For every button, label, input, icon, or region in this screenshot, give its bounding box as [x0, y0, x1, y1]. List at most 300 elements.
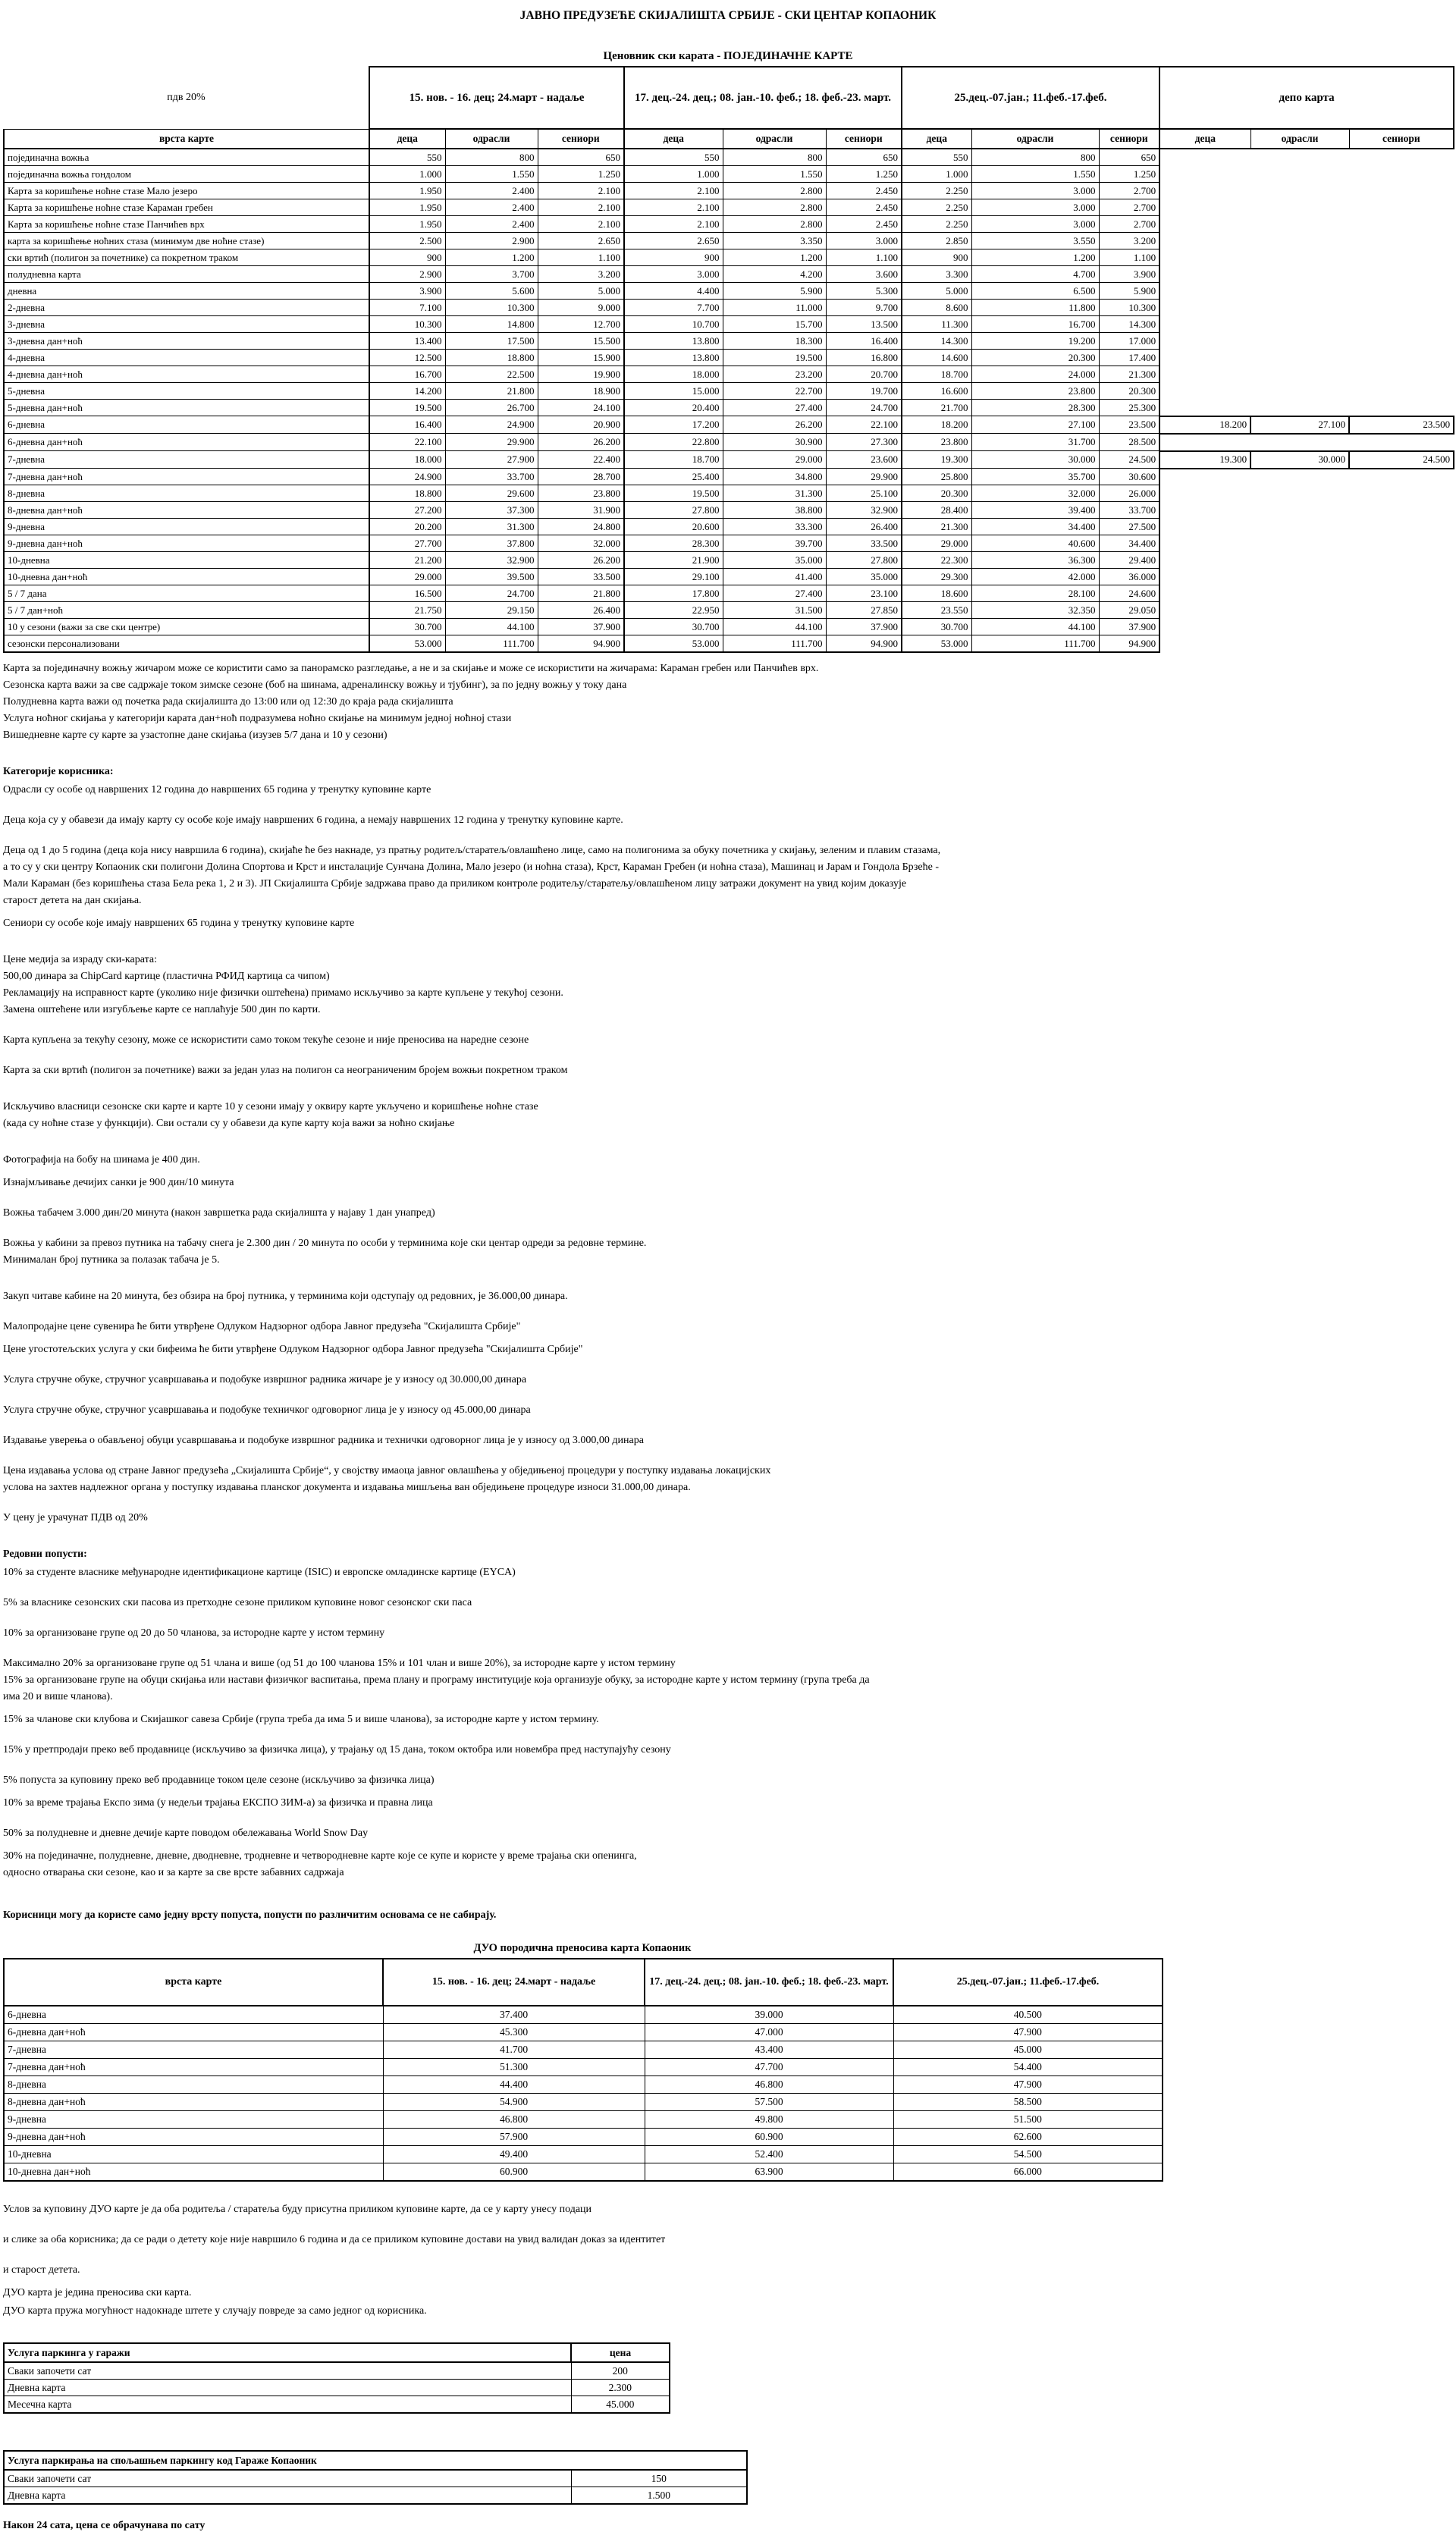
ticket-row — [4, 383, 1454, 400]
ticket-type-cell: Карта за коришћење ноћне стазе Караман гребен — [4, 199, 369, 216]
ticket-type-cell: ски вртић (полигон за почетнике) са покретном траком — [4, 249, 369, 266]
note-paragraph — [3, 1772, 1453, 1789]
depo-price-cell — [1159, 166, 1250, 183]
note-line: Фотографија на бобу на шинама је 400 дин. — [3, 1154, 200, 1166]
price-cell: 2.400 — [445, 199, 538, 216]
price-cell: 1.200 — [723, 249, 826, 266]
price-cell: 32.900 — [445, 552, 538, 569]
price-cell: 4.700 — [971, 266, 1099, 283]
price-cell: 1.250 — [538, 166, 624, 183]
duo-ticket-row — [4, 2094, 1163, 2111]
price-cell: 7.100 — [369, 300, 445, 316]
duo-price-cell: 57.500 — [645, 2094, 893, 2111]
price-cell: 12.700 — [538, 316, 624, 333]
note-paragraph — [3, 2262, 1453, 2279]
ticket-row — [4, 635, 1454, 653]
depo-price-cell — [1159, 316, 1250, 333]
duo-ticket-row — [4, 2006, 1163, 2024]
price-cell: 17.500 — [445, 333, 538, 350]
depo-price-cell — [1250, 149, 1349, 166]
price-cell: 24.500 — [1099, 451, 1159, 469]
period-header-3: 25.дец.-07.јан.; 11.феб.-17.феб. — [902, 67, 1159, 129]
price-cell: 27.100 — [971, 416, 1099, 434]
price-cell: 28.500 — [1099, 434, 1159, 451]
price-cell: 19.500 — [369, 400, 445, 416]
note-paragraph — [3, 1235, 1453, 1269]
depo-price-cell — [1159, 434, 1250, 451]
price-cell: 28.300 — [624, 535, 723, 552]
depo-price-cell — [1250, 366, 1349, 383]
depo-price-cell — [1349, 233, 1454, 249]
note-line: Услуга ноћног скијања у категорији карата дан+ноћ подразумева ноћно скијање на минимум једној ноћној стази — [3, 713, 512, 724]
duo-price-cell: 41.700 — [383, 2041, 645, 2059]
price-cell: 650 — [826, 149, 902, 166]
note-line: 10% за организоване групе од 20 до 50 чланова, за истородне карте у истом термину — [3, 1627, 385, 1639]
price-cell: 35.700 — [971, 469, 1099, 485]
price-cell: 18.900 — [538, 383, 624, 400]
ticket-row — [4, 249, 1454, 266]
price-cell: 37.900 — [1099, 619, 1159, 635]
parking-price-cell: 150 — [571, 2470, 747, 2487]
ticket-row — [4, 535, 1454, 552]
price-cell: 900 — [624, 249, 723, 266]
price-cell: 650 — [1099, 149, 1159, 166]
note-paragraph — [3, 1175, 1453, 1191]
ticket-type-cell: 9-дневна дан+ноћ — [4, 535, 369, 552]
price-cell: 19.500 — [723, 350, 826, 366]
ticket-type-cell: 6-дневна дан+ноћ — [4, 434, 369, 451]
price-cell: 2.850 — [902, 233, 971, 249]
note-paragraph — [3, 915, 1453, 932]
depo-price-cell — [1159, 183, 1250, 199]
depo-price-cell — [1159, 300, 1250, 316]
note-line: Деца од 1 до 5 година (деца која нису навршила 6 година), скијаће ће без накнаде, уз пратњу родитељ/старатељ/овлашћено лице, само на полигонима за обуку почетника у скијању, зеленим и плавим стазама, — [3, 845, 941, 856]
note-paragraph — [3, 2201, 1453, 2218]
price-cell: 3.900 — [1099, 266, 1159, 283]
depo-price-cell — [1349, 434, 1454, 451]
note-paragraph — [3, 1432, 1453, 1449]
note-line: Цене медија за израду ски-карата: — [3, 954, 157, 965]
price-cell: 29.000 — [902, 535, 971, 552]
ticket-type-cell: 2-дневна — [4, 300, 369, 316]
price-cell: 1.550 — [971, 166, 1099, 183]
duo-price-cell: 49.800 — [645, 2111, 893, 2129]
price-cell: 18.700 — [902, 366, 971, 383]
ticket-row — [4, 469, 1454, 485]
price-cell: 24.700 — [826, 400, 902, 416]
parking-label-cell: Дневна карта — [4, 2487, 571, 2505]
depo-price-cell — [1250, 502, 1349, 519]
note-line: Карта купљена за текућу сезону, може се искористити само током текуће сезоне и није преносива на наредне сезоне — [3, 1034, 529, 1046]
note-line: Цене угостотељских услуга у ски бифеима ће бити утврђене Одлуком Надзорног одбора Јавног предузећа "Скијалишта Србије" — [3, 1344, 583, 1355]
parking-row — [4, 2380, 670, 2396]
price-cell: 36.300 — [971, 552, 1099, 569]
duo-ticket-row — [4, 2024, 1163, 2041]
duo-ticket-type-cell: 9-дневна дан+ноћ — [4, 2129, 383, 2146]
duo-ticket-type-cell: 7-дневна — [4, 2041, 383, 2059]
price-cell: 21.750 — [369, 602, 445, 619]
ticket-row — [4, 552, 1454, 569]
depo-price-cell — [1250, 283, 1349, 300]
vat-label: пдв 20% — [167, 91, 206, 103]
price-cell: 27.300 — [826, 434, 902, 451]
price-cell: 5.600 — [445, 283, 538, 300]
ticket-row — [4, 602, 1454, 619]
note-paragraph — [3, 660, 1453, 744]
depo-price-cell — [1349, 216, 1454, 233]
price-cell: 53.000 — [369, 635, 445, 653]
price-cell: 6.500 — [971, 283, 1099, 300]
ticket-row — [4, 434, 1454, 451]
depo-price-cell: 23.500 — [1349, 416, 1454, 434]
depo-price-cell — [1159, 366, 1250, 383]
price-cell: 29.000 — [723, 451, 826, 469]
price-cell: 2.900 — [445, 233, 538, 249]
depo-price-cell — [1250, 216, 1349, 233]
duo-price-cell: 47.900 — [893, 2076, 1163, 2094]
price-cell: 15.500 — [538, 333, 624, 350]
period-header-depo: депо карта — [1159, 67, 1454, 129]
note-paragraph — [3, 2232, 1453, 2248]
ticket-row — [4, 485, 1454, 502]
ticket-type-cell: 4-дневна — [4, 350, 369, 366]
depo-price-cell — [1159, 569, 1250, 585]
ticket-row — [4, 283, 1454, 300]
price-cell: 23.600 — [826, 451, 902, 469]
duo-period-header-1: 15. нов. - 16. дец; 24.март - надаље — [383, 1959, 645, 2006]
depo-price-cell — [1349, 199, 1454, 216]
price-cell: 1.000 — [369, 166, 445, 183]
note-line: ДУО карта пружа могућност надокнаде штете у случају повреде за само једног од корисника. — [3, 2305, 427, 2317]
price-cell: 18.800 — [369, 485, 445, 502]
price-cell: 2.700 — [1099, 216, 1159, 233]
duo-ticket-row — [4, 2076, 1163, 2094]
note-line: Сениори су особе које имају навршених 65 година у тренутку куповине карте — [3, 918, 355, 929]
note-line: Издавање уверења о обављеној обуци усавршавања и подобуке извршног радника и технички одговорног лица је у износу од 3.000,00 динара — [3, 1435, 644, 1446]
depo-price-cell — [1250, 300, 1349, 316]
depo-price-cell — [1349, 569, 1454, 585]
price-cell: 5.900 — [723, 283, 826, 300]
price-cell: 29.600 — [445, 485, 538, 502]
price-cell: 29.400 — [1099, 552, 1159, 569]
price-cell: 11.300 — [902, 316, 971, 333]
price-cell: 53.000 — [624, 635, 723, 653]
ticket-row — [4, 183, 1454, 199]
price-cell: 1.250 — [826, 166, 902, 183]
ticket-type-cell: појединачна вожња гондолом — [4, 166, 369, 183]
price-cell: 39.700 — [723, 535, 826, 552]
price-cell: 28.400 — [902, 502, 971, 519]
price-cell: 31.300 — [723, 485, 826, 502]
depo-price-cell — [1250, 552, 1349, 569]
depo-price-cell — [1250, 316, 1349, 333]
ticket-type-cell: појединачна вожња — [4, 149, 369, 166]
price-cell: 35.000 — [723, 552, 826, 569]
note-paragraph — [3, 1205, 1453, 1222]
duo-price-cell: 60.900 — [645, 2129, 893, 2146]
note-paragraph — [3, 1795, 1453, 1812]
price-cell: 16.700 — [369, 366, 445, 383]
price-cell: 11.000 — [723, 300, 826, 316]
duo-period-header-3: 25.дец.-07.јан.; 11.феб.-17.феб. — [893, 1959, 1163, 2006]
ticket-row — [4, 199, 1454, 216]
duo-ticket-row — [4, 2163, 1163, 2182]
price-cell: 800 — [445, 149, 538, 166]
price-cell: 33.500 — [826, 535, 902, 552]
price-cell: 15.700 — [723, 316, 826, 333]
parking-price-cell: 45.000 — [571, 2396, 670, 2414]
price-cell: 10.700 — [624, 316, 723, 333]
note-paragraph — [3, 782, 1453, 799]
duo-price-cell: 44.400 — [383, 2076, 645, 2094]
note-line: Карта за ски вртић (полигон за почетнике) важи за један улаз на полигон са неограниченим бројем вожњи покретном траком — [3, 1065, 568, 1076]
parking-row — [4, 2470, 747, 2487]
price-cell: 2.450 — [826, 199, 902, 216]
age-group-header: сениори — [538, 129, 624, 149]
ticket-row — [4, 300, 1454, 316]
price-cell: 21.900 — [624, 552, 723, 569]
depo-price-cell — [1250, 585, 1349, 602]
price-cell: 18.000 — [624, 366, 723, 383]
price-cell: 1.950 — [369, 199, 445, 216]
price-cell: 3.350 — [723, 233, 826, 249]
age-group-header: сениори — [1349, 129, 1454, 149]
price-cell: 28.700 — [538, 469, 624, 485]
note-line: Корисници могу да користе само једну врсту попуста, попусти по различитим основама се не сабирају. — [3, 1909, 497, 1921]
price-cell: 2.800 — [723, 183, 826, 199]
price-cell: 30.000 — [971, 451, 1099, 469]
price-cell: 27.850 — [826, 602, 902, 619]
price-cell: 22.300 — [902, 552, 971, 569]
depo-price-cell — [1159, 233, 1250, 249]
depo-price-cell — [1250, 400, 1349, 416]
price-cell: 14.600 — [902, 350, 971, 366]
depo-price-cell — [1349, 366, 1454, 383]
depo-price-cell — [1159, 502, 1250, 519]
price-cell: 19.700 — [826, 383, 902, 400]
depo-price-cell — [1250, 635, 1349, 653]
price-cell: 27.200 — [369, 502, 445, 519]
depo-price-cell — [1159, 602, 1250, 619]
age-group-header: одрасли — [723, 129, 826, 149]
duo-ticket-type-cell: 8-дневна — [4, 2076, 383, 2094]
price-cell: 41.400 — [723, 569, 826, 585]
price-cell: 2.400 — [445, 216, 538, 233]
price-cell: 26.200 — [723, 416, 826, 434]
price-cell: 30.700 — [624, 619, 723, 635]
price-cell: 3.000 — [971, 183, 1099, 199]
ticket-row — [4, 366, 1454, 383]
duo-ticket-row — [4, 2041, 1163, 2059]
price-cell: 2.500 — [369, 233, 445, 249]
price-cell: 20.400 — [624, 400, 723, 416]
ticket-type-cell: 3-дневна — [4, 316, 369, 333]
note-line: 30% на појединачне, полудневне, дневне, дводневне, тродневне и четвородневне карте које се купе и користе у време трајања ски опенинга, — [3, 1850, 637, 1862]
price-cell: 17.200 — [624, 416, 723, 434]
ticket-type-cell: 6-дневна — [4, 416, 369, 434]
price-cell: 3.000 — [971, 199, 1099, 216]
ticket-type-header: врста карте — [4, 129, 369, 149]
price-cell: 5.000 — [902, 283, 971, 300]
depo-price-cell — [1349, 316, 1454, 333]
note-paragraph — [3, 842, 1453, 909]
parking-price-cell: 1.500 — [571, 2487, 747, 2505]
note-paragraph — [3, 1463, 1453, 1496]
duo-price-cell: 46.800 — [383, 2111, 645, 2129]
note-paragraph — [3, 1848, 1453, 1881]
depo-price-cell — [1349, 400, 1454, 416]
price-cell: 1.550 — [445, 166, 538, 183]
note-line: Редовни попусти: — [3, 1548, 87, 1560]
note-paragraph — [3, 1032, 1453, 1049]
price-cell: 31.900 — [538, 502, 624, 519]
ticket-type-cell: 5-дневна — [4, 383, 369, 400]
note-line: Искључиво власници сезонске ски карте и карте 10 у сезони имају у оквиру карте укључено и коришћење ноћне стазе — [3, 1101, 538, 1112]
price-cell: 36.000 — [1099, 569, 1159, 585]
price-cell: 27.700 — [369, 535, 445, 552]
note-paragraph — [3, 1625, 1453, 1642]
note-line: 15% за организоване групе на обуци скијања или настави физичког васпитања, према плану и програму институције која организује обуку, за истородне карте у истом термину (група треба да — [3, 1674, 870, 1686]
price-cell: 900 — [902, 249, 971, 266]
duo-price-cell: 52.400 — [645, 2146, 893, 2163]
depo-price-cell — [1250, 249, 1349, 266]
price-cell: 21.700 — [902, 400, 971, 416]
price-cell: 19.500 — [624, 485, 723, 502]
price-cell: 1.000 — [902, 166, 971, 183]
price-cell: 44.100 — [971, 619, 1099, 635]
depo-price-cell: 27.100 — [1250, 416, 1349, 434]
price-cell: 22.100 — [369, 434, 445, 451]
age-group-header: деца — [1159, 129, 1250, 149]
price-cell: 2.250 — [902, 199, 971, 216]
price-cell: 33.300 — [723, 519, 826, 535]
depo-price-cell — [1349, 183, 1454, 199]
ticket-row — [4, 400, 1454, 416]
ticket-row — [4, 233, 1454, 249]
duo-ticket-type-cell: 7-дневна дан+ноћ — [4, 2059, 383, 2076]
price-cell: 23.500 — [1099, 416, 1159, 434]
depo-price-cell — [1250, 183, 1349, 199]
duo-ticket-type-cell: 6-дневна — [4, 2006, 383, 2024]
ticket-type-cell: дневна — [4, 283, 369, 300]
duo-ticket-type-header: врста карте — [4, 1959, 383, 2006]
duo-price-cell: 54.900 — [383, 2094, 645, 2111]
depo-price-cell — [1250, 266, 1349, 283]
depo-price-cell — [1159, 519, 1250, 535]
price-cell: 20.900 — [538, 416, 624, 434]
price-cell: 25.800 — [902, 469, 971, 485]
price-cell: 2.250 — [902, 183, 971, 199]
single-tickets-price-table — [3, 66, 1454, 653]
ticket-row — [4, 585, 1454, 602]
price-cell: 3.550 — [971, 233, 1099, 249]
depo-price-cell: 18.200 — [1159, 416, 1250, 434]
price-column-header: цена — [571, 2343, 670, 2362]
note-line: 5% за власнике сезонских ски пасова из претходне сезоне приликом куповине новог сезонског ски паса — [3, 1597, 472, 1608]
price-cell: 34.400 — [971, 519, 1099, 535]
price-cell: 20.200 — [369, 519, 445, 535]
price-cell: 34.400 — [1099, 535, 1159, 552]
duo-ticket-type-cell: 10-дневна — [4, 2146, 383, 2163]
duo-ticket-row — [4, 2059, 1163, 2076]
duo-price-cell: 66.000 — [893, 2163, 1163, 2182]
note-paragraph — [3, 1595, 1453, 1611]
note-line: а то су у ски центру Копаоник ски полигони Долина Спортова и Крст и инсталације Сунчана Долина, Мало језеро (и ноћна стаза), Крст, Караман Гребен (и ноћна стаза), Машинац и Јарам и Гондола Брзеће - — [3, 861, 939, 873]
ticket-row — [4, 519, 1454, 535]
price-cell: 11.800 — [971, 300, 1099, 316]
depo-price-cell — [1349, 149, 1454, 166]
price-cell: 1.550 — [723, 166, 826, 183]
price-cell: 8.600 — [902, 300, 971, 316]
outdoor-parking-header: Услуга паркирања на спољашњем паркингу код Гараже Копаоник — [4, 2451, 747, 2470]
price-cell: 26.400 — [826, 519, 902, 535]
note-paragraph — [3, 1655, 1453, 1705]
price-cell: 26.200 — [538, 434, 624, 451]
note-line: Замена оштећене или изгубљење карте се наплаћује 500 дин по карти. — [3, 1004, 321, 1015]
duo-price-cell: 51.300 — [383, 2059, 645, 2076]
price-cell: 32.900 — [826, 502, 902, 519]
parking-price-cell: 200 — [571, 2362, 670, 2380]
price-cell: 13.400 — [369, 333, 445, 350]
price-cell: 16.700 — [971, 316, 1099, 333]
price-cell: 3.700 — [445, 266, 538, 283]
note-line: има 20 и више чланова). — [3, 1691, 113, 1702]
note-line: Малопродајне цене сувенира ће бити утврђене Одлуком Надзорног одбора Јавног предузећа "Скијалишта Србије" — [3, 1321, 521, 1332]
garage-parking-table — [3, 2342, 670, 2414]
page-subtitle: Ценовник ски карата - ПОЈЕДИНАЧНЕ КАРТЕ — [603, 50, 853, 62]
note-line: Сезонска карта важи за све садржаје током зимске сезоне (боб на шинама, адреналинску вожњу и тјубинг), за по једну вожњу у току дана — [3, 679, 627, 691]
depo-price-cell — [1349, 469, 1454, 485]
price-cell: 26.000 — [1099, 485, 1159, 502]
price-cell: 30.900 — [723, 434, 826, 451]
duo-period-header-2: 17. дец.-24. дец.; 08. јан.-10. феб.; 18. феб.-23. март. — [645, 1959, 893, 2006]
price-cell: 30.600 — [1099, 469, 1159, 485]
ticket-type-cell: Карта за коришћење ноћне стазе Мало језеро — [4, 183, 369, 199]
price-cell: 1.200 — [971, 249, 1099, 266]
price-cell: 650 — [538, 149, 624, 166]
ticket-row — [4, 149, 1454, 166]
duo-price-cell: 54.500 — [893, 2146, 1163, 2163]
parking-row — [4, 2487, 747, 2505]
duo-price-cell: 47.700 — [645, 2059, 893, 2076]
price-cell: 37.800 — [445, 535, 538, 552]
age-group-header: одрасли — [971, 129, 1099, 149]
depo-price-cell: 19.300 — [1159, 451, 1250, 469]
price-cell: 18.800 — [445, 350, 538, 366]
depo-price-cell — [1250, 469, 1349, 485]
price-cell: 9.700 — [826, 300, 902, 316]
price-cell: 94.900 — [826, 635, 902, 653]
duo-price-cell: 57.900 — [383, 2129, 645, 2146]
depo-price-cell — [1159, 619, 1250, 635]
depo-price-cell — [1250, 383, 1349, 400]
price-cell: 33.700 — [1099, 502, 1159, 519]
note-line: Вожња табачем 3.000 дин/20 минута (након завршетка рада скијалишта у најаву 1 дан унапред) — [3, 1207, 435, 1219]
price-cell: 4.400 — [624, 283, 723, 300]
price-cell: 53.000 — [902, 635, 971, 653]
ticket-type-cell: 7-дневна — [4, 451, 369, 469]
depo-price-cell — [1159, 350, 1250, 366]
duo-price-cell: 39.000 — [645, 2006, 893, 2024]
price-cell: 800 — [723, 149, 826, 166]
duo-family-pass-table — [3, 1958, 1163, 2182]
note-line: Услуга стручне обуке, стручног усавршавања и подобуке извршног радника жичаре је у износу од 30.000,00 динара — [3, 1374, 527, 1385]
depo-price-cell — [1159, 283, 1250, 300]
price-cell: 16.400 — [369, 416, 445, 434]
note-line: старост детета на дан скијања. — [3, 895, 142, 906]
price-cell: 26.700 — [445, 400, 538, 416]
note-line: и слике за оба корисника; да се ради о детету које није навршило 6 година и да се приликом куповине достави на увид валидан доказ за идентитет — [3, 2234, 666, 2245]
